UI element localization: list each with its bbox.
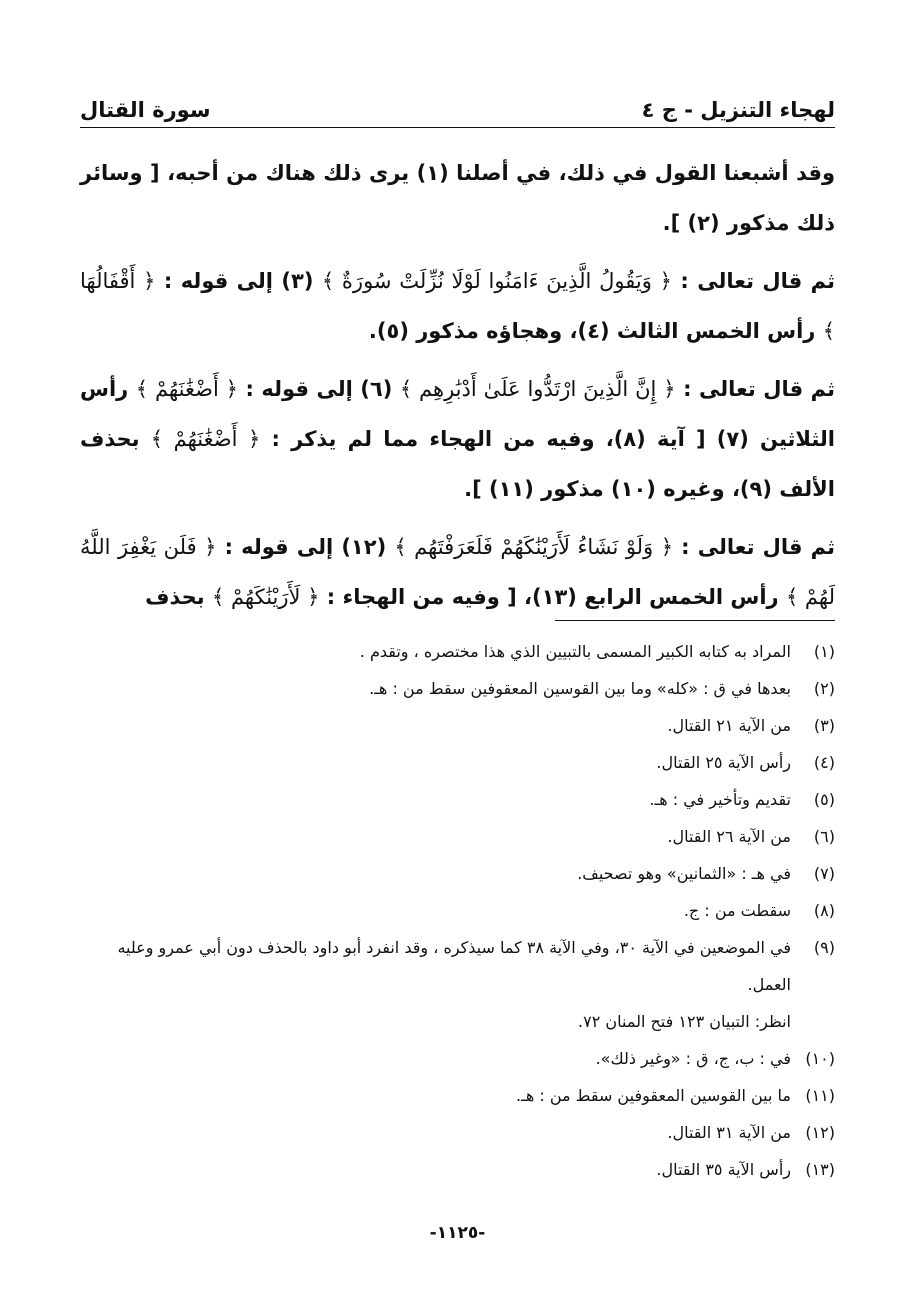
text-run: رأس الثلاثين (٧) [ آية (٨)، وفيه من الهجاء مما لم يذكر :	[80, 377, 836, 451]
header-divider	[80, 127, 835, 128]
footnote-number: (١)	[813, 642, 835, 661]
footnote-divider	[555, 620, 835, 621]
footnote-number: (١٠)	[805, 1049, 835, 1068]
text-run: ثم قال تعالى :	[675, 377, 836, 401]
footnote	[80, 781, 835, 818]
text-run: (٣) إلى قوله :	[155, 269, 322, 293]
footnote-number: (٩)	[813, 938, 835, 957]
footnote	[80, 1151, 835, 1188]
footnote	[80, 670, 835, 707]
footnote-text: من الآية ٢١ القتال.	[667, 716, 791, 735]
text-run: (٦) إلى قوله :	[237, 377, 400, 401]
paragraph-4	[80, 522, 835, 622]
text-run: (١٢) إلى قوله :	[216, 535, 395, 559]
footnote-text: رأس الآية ٣٥ القتال.	[656, 1160, 791, 1179]
footnote-number: (٦)	[813, 827, 835, 846]
text-run: بحذف	[145, 585, 212, 609]
footnote-text: في الموضعين في الآية ٣٠، وفي الآية ٣٨ كما سيذكره ، وقد انفرد أبو داود بالحذف دون أبي عمرو وعليه العمل.	[117, 938, 791, 994]
page-number: -١١٢٥-	[429, 1223, 486, 1243]
quran-verse: ﴿ وَيَقُولُ الَّذِينَ ءَامَنُوا لَوْلَا نُزِّلَتْ سُورَةٌ ﴾	[321, 269, 672, 293]
footnote	[80, 855, 835, 892]
footnotes	[80, 633, 835, 1188]
quran-verse: ﴿ أَقْفَالُهَا ﴾	[80, 269, 835, 343]
running-header	[80, 82, 835, 122]
footnote	[80, 892, 835, 929]
footnote-number: (١١)	[805, 1086, 835, 1105]
quran-verse: ﴿ أَضْغَٰنَهُمْ ﴾	[150, 427, 261, 451]
chapter-title: سورة القتال	[80, 98, 211, 122]
quran-verse: ﴿ وَلَوْ نَشَاءُ لَأَرَيْنَٰكَهُمْ فَلَعَرَفْتَهُم ﴾	[394, 535, 674, 559]
footnote-reference: انظر: التبيان ١٢٣ فتح المنان ٧٢.	[578, 1012, 791, 1031]
footnote	[80, 1114, 835, 1151]
footnote-text: بعدها في ق : «كله» وما بين القوسين المعقوفين سقط من : هـ.	[369, 679, 791, 698]
footnote	[80, 633, 835, 670]
footnote	[80, 707, 835, 744]
quran-verse: ﴿ إِنَّ الَّذِينَ ارْتَدُّوا عَلَىٰ أَدْبَٰرِهِم ﴾	[399, 377, 676, 401]
text-run: ثم قال تعالى :	[671, 269, 835, 293]
footnote	[80, 818, 835, 855]
footnote-text: المراد به كتابه الكبير المسمى بالتبيين الذي هذا مختصره ، وتقدم .	[359, 642, 791, 661]
text-run: رأس الخمس الثالث (٤)، وهجاؤه مذكور (٥).	[368, 319, 823, 343]
footnote-number: (١٣)	[805, 1160, 835, 1179]
main-text	[80, 148, 835, 630]
footnote	[80, 1040, 835, 1077]
text-run: ثم قال تعالى :	[673, 535, 835, 559]
book-title: لهجاء التنزيل - ج ٤	[641, 98, 835, 122]
quran-verse: ﴿ فَلَن يَغْفِرَ اللَّهُ لَهُمْ ﴾	[80, 535, 835, 609]
footnote	[80, 744, 835, 781]
paragraph-2	[80, 256, 835, 356]
text-run: بحذف الألف (٩)، وغيره (١٠) مذكور (١١) ].	[80, 427, 835, 501]
footnote-text: من الآية ٣١ القتال.	[667, 1123, 791, 1142]
footnote	[80, 929, 835, 1003]
footnote-number: (١٢)	[805, 1123, 835, 1142]
footnote-text: في هـ : «الثمانين» وهو تصحيف.	[577, 864, 791, 883]
footnote-number: (٢)	[813, 679, 835, 698]
footnote-text: في : ب، ج، ق : «وغير ذلك».	[595, 1049, 791, 1068]
quran-verse: ﴿ أَضْغَٰنَهُمْ ﴾	[135, 377, 238, 401]
quran-verse: ﴿ لَأَرَيْنَٰكَهُمْ ﴾	[211, 585, 320, 609]
footnote-text: من الآية ٢٦ القتال.	[667, 827, 791, 846]
footnote-text: ما بين القوسين المعقوفين سقط من : هـ.	[516, 1086, 791, 1105]
footnote-number: (٤)	[813, 753, 835, 772]
footnote	[80, 1077, 835, 1114]
footnote-text: رأس الآية ٢٥ القتال.	[656, 753, 791, 772]
paragraph-1: وقد أشبعنا القول في ذلك، في أصلنا (١) يرى ذلك هناك من أحبه، [ وسائر ذلك مذكور (٢) ].	[80, 161, 836, 235]
footnote-number: (٥)	[813, 790, 835, 809]
footnote-text: تقديم وتأخير في : هـ.	[649, 790, 791, 809]
footnote-number: (٣)	[813, 716, 835, 735]
text-run: رأس الخمس الرابع (١٣)، [ وفيه من الهجاء :	[319, 585, 786, 609]
footnote-text: سقطت من : ج.	[683, 901, 791, 920]
footnote-number: (٧)	[813, 864, 835, 883]
footnote-number: (٨)	[813, 901, 835, 920]
paragraph-3	[80, 364, 835, 514]
